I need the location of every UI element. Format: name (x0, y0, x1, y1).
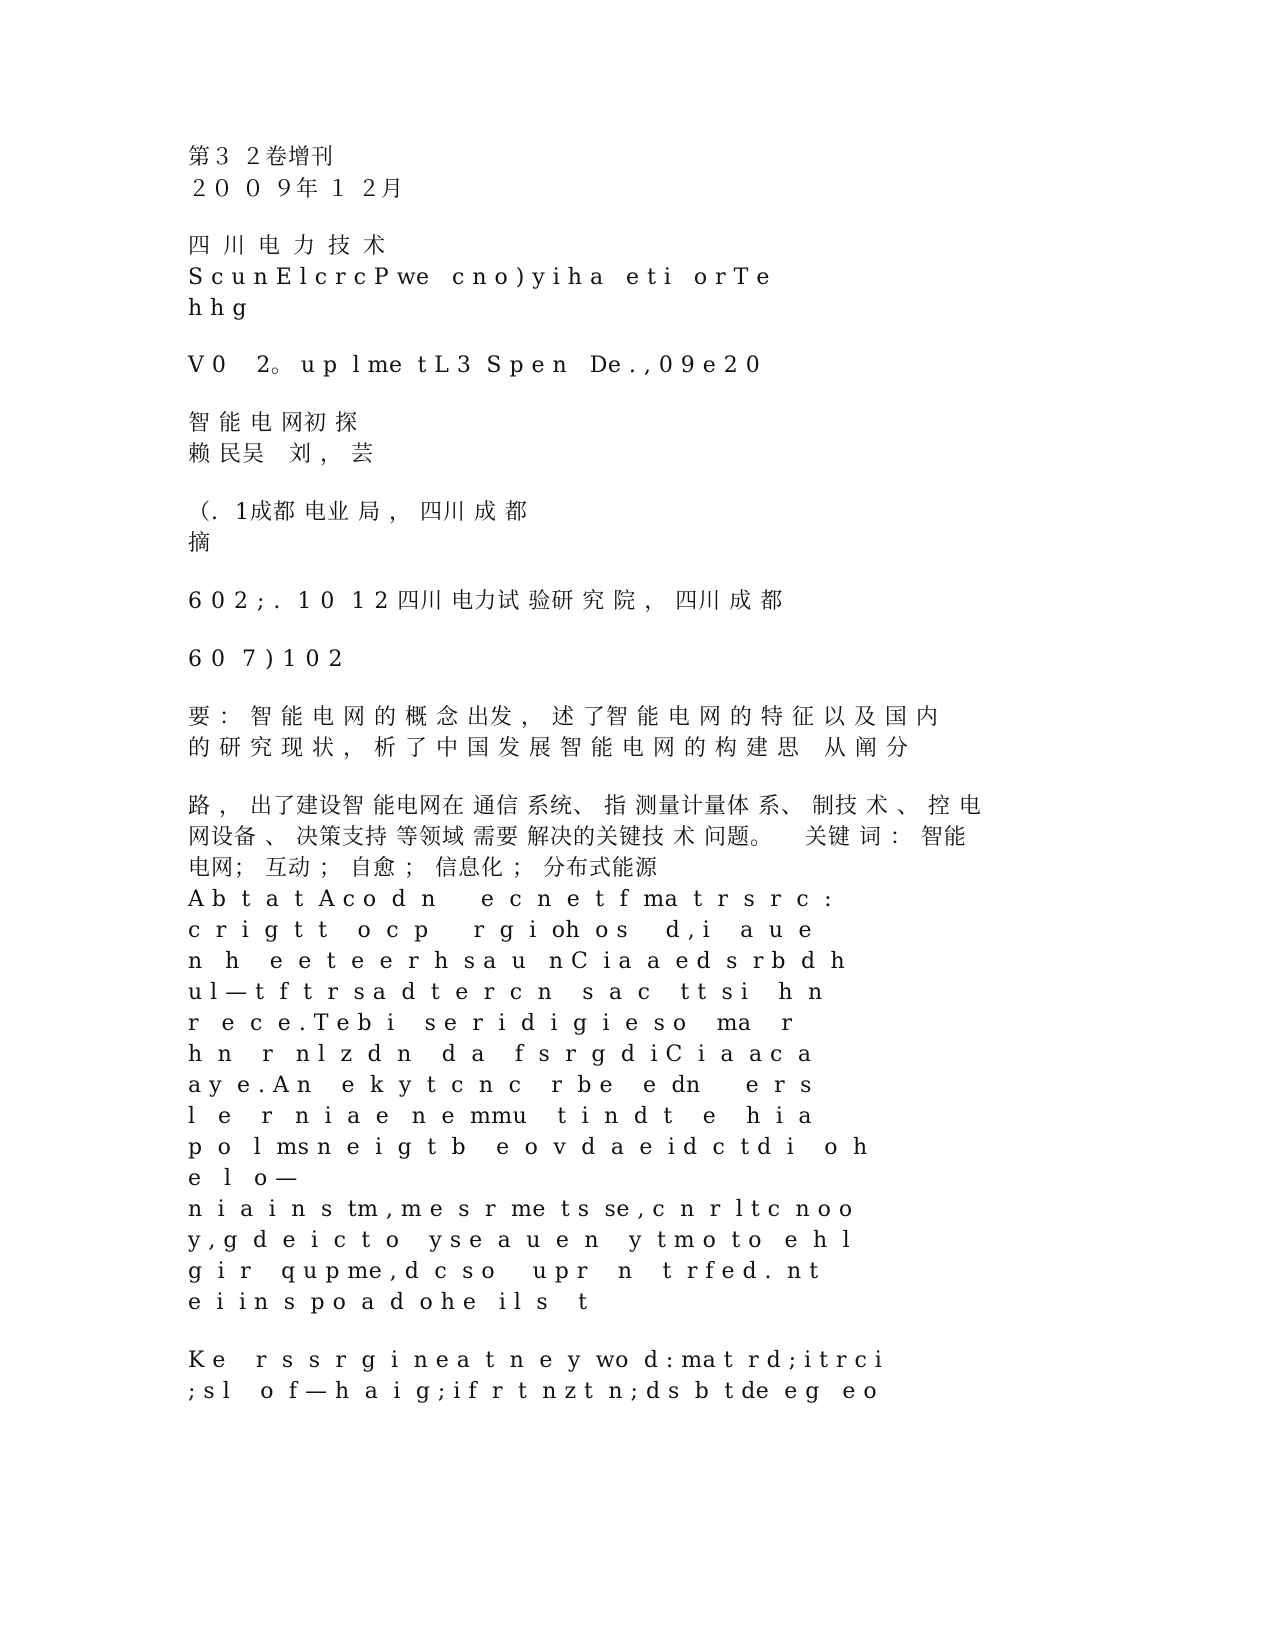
authors: 赖 民吴 刘 ， 芸 (188, 442, 374, 467)
abstract-en-line: A b t a t A c o d n e c n e t f ma t r s r c : (188, 887, 833, 912)
abstract-en-line: a y e . A n e k y t c n c r b e e dn e r s (188, 1073, 812, 1098)
issue-date: ２０ ０ ９年 １ ２月 (188, 177, 404, 202)
abstract-en-line: u l — t f t r s a d t e r c n s a c t t s i h n (188, 980, 823, 1005)
journal-title-cn: 四 川 电 力 技 术 (188, 234, 388, 259)
abstract-cn-line: 要 ： 智 能 电 网 的 概 念 出发 ， 述 了智 能 电 网 的 特 征 以 及 国 内 (188, 705, 939, 730)
volume-info: 第３ ２卷增刊 (188, 145, 334, 170)
volume-info-en: V 0 2。 u p l me t L 3 S p e n De . , 0 9 e 2 0 (188, 353, 761, 378)
affiliation-1: （. 1成都 电业 局 ， 四川 成 都 (188, 500, 528, 525)
abstract-mark: 摘 (188, 531, 212, 556)
abstract-en-line: l e r n i a e n e mmu t i n d t e h i a (188, 1104, 812, 1129)
keywords-en-line: K e r s s r g i n e a t n e y wo d : ma t r d ; i t r c i (188, 1348, 883, 1373)
affiliation-3: 6 0 7 ) 1 0 2 (188, 647, 344, 672)
abstract-en-line: r e c e . T e b i s e r i d i g i e s o ma r (188, 1011, 793, 1036)
abstract-en-line: p o l ms n e i g t b e o v d a e i d c t d i o h (188, 1135, 868, 1160)
article-title: 智 能 电 网初 探 (188, 411, 358, 436)
abstract-en-line: y , g d e i c t o y s e a u e n y t m o t o e h l (188, 1228, 851, 1253)
journal-title-en-line-1: S c u n E l c r c P we c n o ) y i h a e t i o r T e (188, 265, 770, 290)
abstract-en-line: n h e e t e e r h s a u n C i a a e d s r b d h (188, 949, 846, 974)
keywords-en-line: ; s l o f — h a i g ; i f r t n z t n ; d s b t de e g e o (188, 1379, 878, 1404)
affiliation-2: 6 0 2 ; . 1 0 1 2 四川 电力试 验研 究 院 ， 四川 成 都 (188, 589, 784, 614)
abstract-cn-line: 网设备 、 决策支持 等领域 需要 解决的关键技 术 问题。 关键 词 ： 智能 (188, 825, 967, 850)
abstract-en-line: g i r q u p me , d c s o u p r n t r f e d . n t (188, 1259, 819, 1284)
abstract-en-line: e i i n s p o a d o h e i l s t (188, 1290, 588, 1315)
abstract-cn-line: 的 研 究 现 状 ， 析 了 中 国 发 展 智 能 电 网 的 构 建 思 从 阐 分 (188, 736, 909, 761)
keywords-cn: 电网； 互动 ； 自愈 ； 信息化 ； 分布式能源 (188, 856, 658, 881)
abstract-en-line: n i a i n s tm , m e s r me t s se , c n r l t c n o o (188, 1197, 853, 1222)
abstract-en-line: h n r n l z d n d a f s r g d i C i a a c a (188, 1042, 812, 1067)
abstract-en-line: c r i g t t o c p r g i oh o s d , i a u e (188, 918, 812, 943)
journal-title-en-line-2: h h g (188, 296, 247, 321)
abstract-cn-line: 路 ， 出了建设智 能电网在 通信 系统、 指 测量计量体 系、 制技 术 、 控 电 (188, 794, 982, 819)
abstract-en-line: e l o — (188, 1166, 298, 1191)
